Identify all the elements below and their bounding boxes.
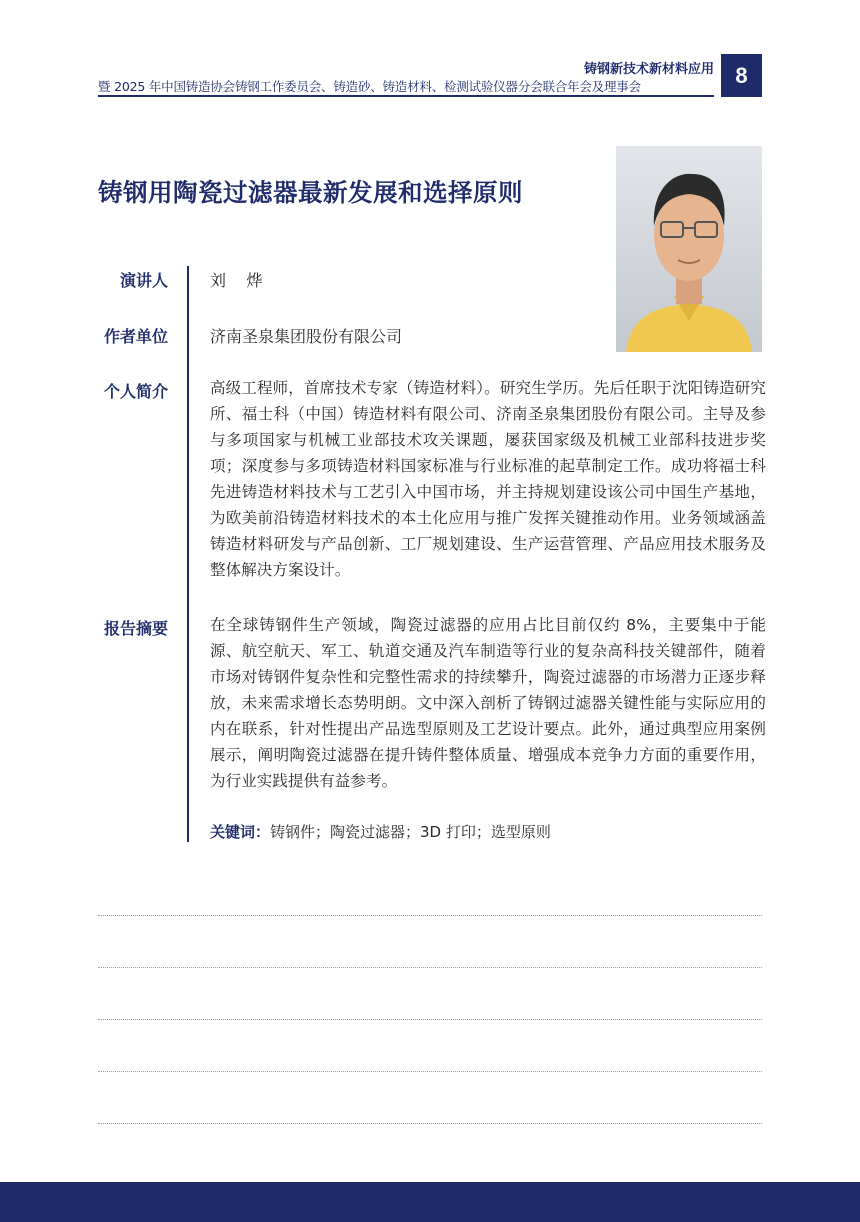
keywords-label: 关键词： — [210, 823, 271, 841]
speaker-photo — [616, 146, 762, 352]
abstract-text: 在全球铸钢件生产领域，陶瓷过滤器的应用占比目前仅约 8%，主要集中于能源、航空航天、军工、轨道交通及汽车制造等行业的复杂高科技关键部件，随着市场对铸钢件复杂性和完整性需求的持续攀升，陶瓷过滤器的市场潜力正逐步释放，未来需求增长态势明朗。文中深入剖析了铸钢过滤器关键性能与实际应用的内在联系，针对性提出产品选型原则及工艺设计要点。此外，通过典型应用案例展示，阐明陶瓷过滤器在提升铸件整体质量、增强成本竞争力方面的重要作用，为行业实践提供有益参考。 — [210, 616, 766, 790]
page-number: 8 — [721, 54, 762, 97]
header-conference-title: 暨 2025 年中国铸造协会铸钢工作委员会、铸造砂、铸造材料、检测试验仪器分会联合年会及理事会 — [98, 79, 641, 94]
footer-band — [0, 1182, 860, 1222]
note-line — [98, 1071, 762, 1072]
abstract-label: 报告摘要 — [103, 619, 168, 638]
article-title: 铸钢用陶瓷过滤器最新发展和选择原则 — [98, 178, 523, 207]
note-line — [98, 915, 762, 916]
header-section-title: 铸钢新技术新材料应用 — [583, 62, 714, 77]
keywords-value: 铸钢件；陶瓷过滤器；3D 打印；选型原则 — [270, 823, 551, 841]
bio-text: 高级工程师，首席技术专家（铸造材料）。研究生学历。先后任职于沈阳铸造研究所、福士科（中国）铸造材料有限公司、济南圣泉集团股份有限公司。主导及参与多项国家与机械工业部技术攻关课题，屡获国家级及机械工业部科技进步奖项；深度参与多项铸造材料国家标准与行业标准的起草制定工作。成功将福士科先进铸造材料技术与工艺引入中国市场，并主持规划建设该公司中国生产基地，为欧美前沿铸造材料技术的本土化应用与推广发挥关键推动作用。业务领域涵盖铸造材料研发与产品创新、工厂规划建设、生产运营管理、产品应用技术服务及整体解决方案设计。 — [210, 379, 766, 579]
vertical-rule — [187, 266, 189, 842]
speaker-label: 演讲人 — [119, 271, 168, 290]
note-line — [98, 1019, 762, 1020]
speaker-name: 刘 烨 — [210, 271, 263, 290]
bio-label: 个人简介 — [103, 382, 168, 401]
keywords — [210, 821, 551, 842]
affiliation-value: 济南圣泉集团股份有限公司 — [210, 327, 403, 346]
note-line — [98, 967, 762, 968]
note-line — [98, 1123, 762, 1124]
affiliation-label: 作者单位 — [103, 327, 168, 346]
header-divider — [98, 95, 714, 97]
